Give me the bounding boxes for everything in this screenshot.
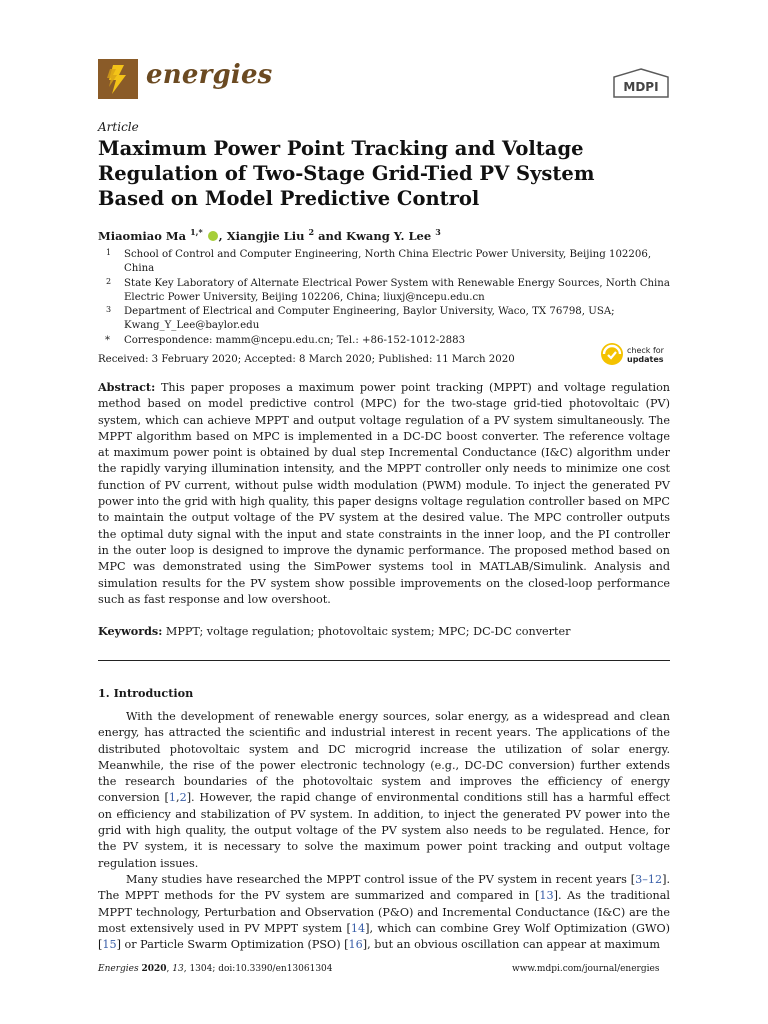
paragraph: With the development of renewable energy sources, solar energy, as a widespread and clean energy, has attracted the scientific and industrial interest in recent years. The applications of the distributed photovoltaic system and DC microgrid increase the utilization of solar energy. Meanwhile, the rise of the power electronic technology (e.g., DC-DC conversion) further extends the research boundaries of the photovoltaic system and improves the efficiency of energy conversion [1,2]. However, the rapid change of environmental conditions still has a harmful effect on efficiency and stabilization of PV system. In addition, to inject the generated PV power into the grid with high quality, the output voltage of the PV system also needs to be regulated. Hence, for the PV system, it is necessary to solve the maximum power point tracking and output voltage regulation issues. <box>98 710 670 870</box>
introduction-body <box>98 709 670 953</box>
check-updates-line2: updates <box>627 355 664 364</box>
author-name[interactable]: Kwang Y. Lee <box>345 228 432 243</box>
abstract-text: This paper proposes a maximum power point tracking (MPPT) and voltage regulation method based on model predictive control (MPC) for the two-stage grid-tied photovoltaic (PV) system, which can achieve MPPT and output voltage regulation of a PV system simultaneously. The MPPT algorithm based on MPC is implemented in a DC-DC boost converter. The reference voltage at maximum power point is obtained by dual step Incremental Conductance (I&C) algorithm under the rapidly varying illumination intensity, and the MPPT controller only needs to minimize one cost function of PV current, without pulse width modulation (PWM) module. To inject the generated PV power into the grid with high quality, this paper designs voltage regulation controller based on MPC to maintain the output voltage of the PV system at the desired value. The MPC controller outputs the optimal duty signal with the input and state constraints in the inner loop, and the PI controller in the outer loop is designed to improve the dynamic performance. The proposed method based on MPC was demonstrated using the SimPower systems tool in MATLAB/Simulink. Analysis and simulation results for the PV system show possible improvements on the closed-loop performance such as fast response and low overshoot. <box>98 381 671 606</box>
article-type: Article <box>98 120 139 134</box>
footer-volume: 13 <box>172 964 184 974</box>
keywords-label: Keywords: <box>98 624 163 638</box>
author-affil-sup: 1,* <box>190 227 203 237</box>
affiliation-item <box>98 248 678 277</box>
affiliation-item <box>98 305 678 334</box>
abstract <box>98 379 670 608</box>
citation-footer <box>98 964 333 974</box>
section-divider <box>98 660 670 661</box>
abstract-label: Abstract: <box>98 380 156 394</box>
article-title: Maximum Power Point Tracking and Voltage Regulation of Two-Stage Grid-Tied PV System Based on Model Predictive Control <box>98 137 595 210</box>
reference-link[interactable]: 14 <box>350 921 366 935</box>
lightning-bolt-icon <box>98 59 138 99</box>
correspondence-marker: * <box>105 334 110 346</box>
footer-year: 2020 <box>141 964 167 974</box>
section-heading: 1. Introduction <box>98 686 194 700</box>
journal-name: energies <box>146 60 273 90</box>
journal-logo <box>98 59 138 99</box>
footer-comma: , <box>166 964 173 974</box>
mdpi-logo <box>612 68 670 98</box>
author-name[interactable]: Miaomiao Ma <box>98 228 187 243</box>
reference-link[interactable]: 16 <box>348 938 363 952</box>
footer-doi: , 1304; doi:10.3390/en13061304 <box>183 964 333 974</box>
affiliation-text: School of Control and Computer Engineering, North China Electric Power University, Beijing 102206, China <box>124 249 652 275</box>
check-updates-icon <box>600 342 624 366</box>
author-affil-sup: 3 <box>435 227 441 237</box>
author-and: and <box>318 228 342 243</box>
affiliations <box>98 248 678 348</box>
affiliation-number: 1 <box>106 248 112 257</box>
affiliation-text: Department of Electrical and Computer Engineering, Baylor University, Waco, TX 76798, USA; Kwang_Y_Lee@baylor.edu <box>124 306 615 332</box>
check-updates-line1: check for <box>627 346 664 355</box>
author-name[interactable]: Xiangjie Liu <box>226 228 305 243</box>
check-for-updates-badge[interactable] <box>600 340 670 370</box>
affiliation-item <box>98 277 678 306</box>
journal-url[interactable]: www.mdpi.com/journal/energies <box>512 964 660 974</box>
author-separator: , <box>218 228 223 243</box>
keywords <box>98 624 670 638</box>
keywords-text: MPPT; voltage regulation; photovoltaic system; MPC; DC-DC converter <box>165 625 571 638</box>
author-list <box>98 227 441 243</box>
orcid-icon[interactable] <box>208 231 218 241</box>
reference-link[interactable]: 13 <box>539 889 554 903</box>
affiliation-number: 3 <box>106 305 112 315</box>
check-updates-label <box>627 346 664 364</box>
reference-link[interactable]: 1 <box>168 791 176 805</box>
affiliation-number: 2 <box>106 276 112 286</box>
correspondence-item <box>98 334 678 348</box>
affiliation-text: State Key Laboratory of Alternate Electrical Power System with Renewable Energy Sources, North China Electric Power University, Beijing 102206, China; liuxj@ncepu.edu.cn <box>124 277 670 303</box>
correspondence-text: Correspondence: mamm@ncepu.edu.cn; Tel.: +86-152-1012-2883 <box>124 334 466 346</box>
publication-dates: Received: 3 February 2020; Accepted: 8 March 2020; Published: 11 March 2020 <box>98 354 515 365</box>
reference-link[interactable]: 3–12 <box>635 872 663 886</box>
footer-journal: Energies <box>98 964 139 974</box>
reference-link[interactable]: 15 <box>102 938 117 952</box>
paragraph: Many studies have researched the MPPT control issue of the PV system in recent years [3–12]. The MPPT methods for the PV system are summarized and compared in [13]. As the traditional MPPT technology, Perturbation and Observation (P&O) and Incremental Conductance (I&C) are the most extensively used in PV MPPT system [14], which can combine Grey Wolf Optimization (GWO) [15] or Particle Swarm Optimization (PSO) [16], but an obvious oscillation can appear at maximum <box>98 872 671 952</box>
reference-link[interactable]: 2 <box>179 791 187 805</box>
publisher-name: MDPI <box>623 80 659 94</box>
author-affil-sup: 2 <box>308 227 315 237</box>
